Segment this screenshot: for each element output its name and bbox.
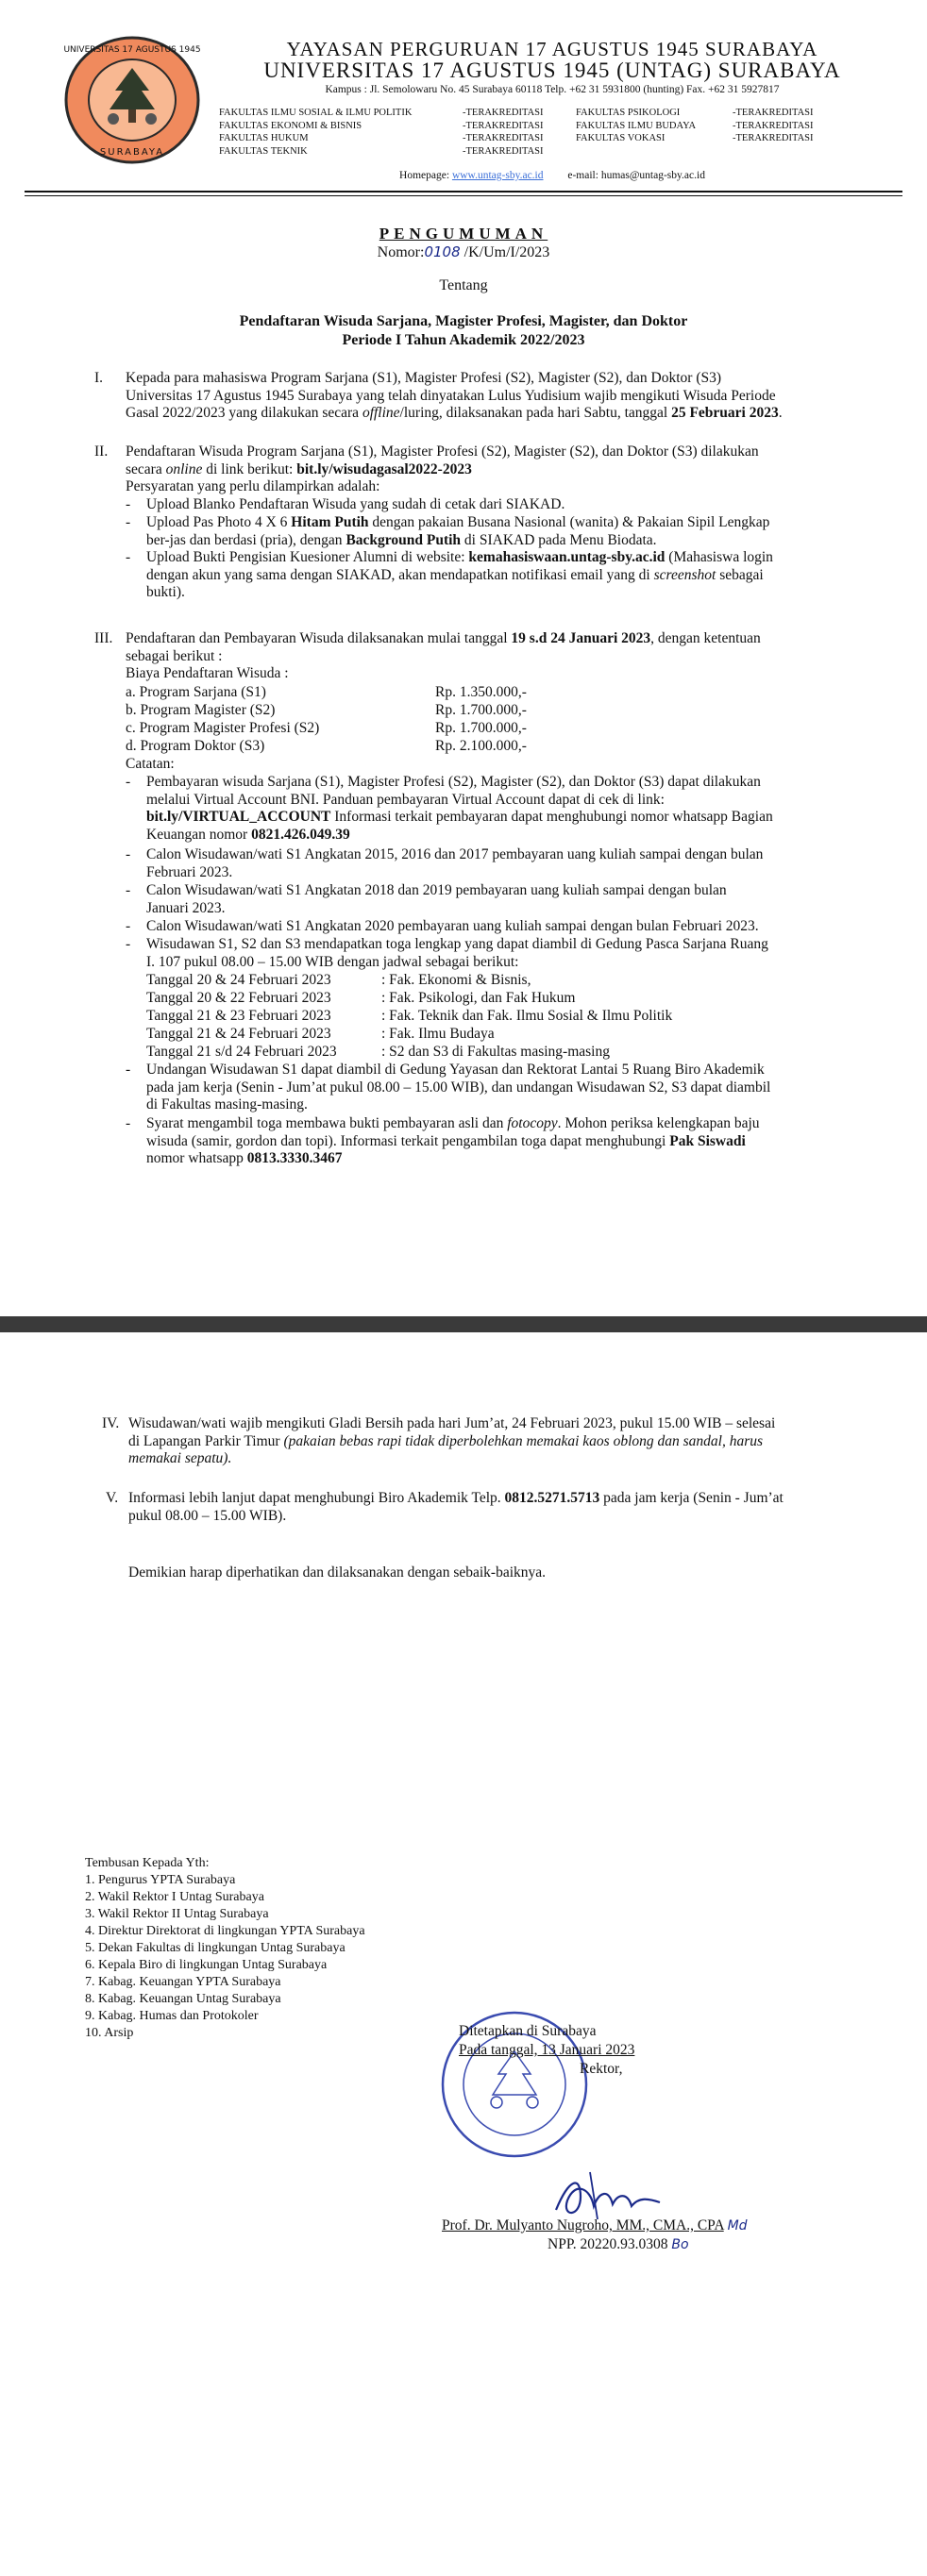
paraf-initial: Bo	[671, 2237, 689, 2252]
bullet-dash: -	[126, 936, 131, 952]
section-number: II.	[94, 443, 109, 460]
text-line: di Fakultas masing-masing.	[146, 1096, 308, 1112]
header-rule-thick	[25, 191, 902, 192]
schedule-desc: : Fak. Psikologi, dan Fak Hukum	[381, 990, 576, 1006]
requirement-2	[146, 514, 851, 549]
cc-item: 1. Pengurus YPTA Surabaya	[85, 1873, 236, 1887]
fee-label: d. Program Doktor (S3)	[126, 738, 265, 754]
announcement-subject-2: Periode I Tahun Akademik 2022/2023	[342, 332, 585, 348]
fee-label: b. Program Magister (S2)	[126, 702, 276, 718]
fee-label: c. Program Magister Profesi (S2)	[126, 720, 320, 736]
text-span: memakai sepatu).	[128, 1450, 232, 1466]
text-span: pada jam kerja (Senin - Jum’at	[599, 1490, 784, 1506]
text-span: 0813.3330.3467	[246, 1150, 343, 1166]
signature-npp-line	[548, 2236, 689, 2253]
section-number: V.	[106, 1490, 119, 1506]
announcement-about: Tentang	[439, 277, 488, 293]
bullet-dash: -	[126, 918, 131, 934]
email-text: e-mail: humas@untag-sby.ac.id	[567, 170, 705, 181]
logo-text-top: UNIVERSITAS 17 AGUSTUS 1945	[63, 45, 201, 55]
text-line: Universitas 17 Agustus 1945 Surabaya yang telah dinyatakan Lulus Yudisium wajib mengikuti Wisuda Periode	[126, 387, 776, 404]
signature-date: Pada tanggal, 13 Januari 2023	[459, 2042, 635, 2058]
faculty-status: -TERAKREDITASI	[733, 120, 814, 131]
faculty-list-right	[576, 107, 696, 145]
text-span: di Lapangan Parkir Timur	[128, 1432, 284, 1449]
faculty-list-left	[219, 107, 412, 158]
text-line: sebagai berikut :	[126, 647, 223, 664]
text-line	[146, 809, 851, 827]
bullet-dash: -	[126, 496, 131, 512]
requirement-1: Upload Blanko Pendaftaran Wisuda yang sudah di cetak dari SIAKAD.	[146, 496, 565, 512]
bullet-dash: -	[126, 514, 131, 530]
text-line	[128, 1450, 851, 1468]
text-span: screenshot	[653, 566, 716, 583]
faculty-status: -TERAKREDITASI	[733, 108, 814, 118]
announcement-number	[0, 243, 927, 261]
text-span: offline	[362, 405, 400, 421]
schedule-date: Tanggal 21 & 23 Februari 2023	[146, 1008, 331, 1024]
faculty-item: FAKULTAS PSIKOLOGI	[576, 108, 681, 118]
text-line: Calon Wisudawan/wati S1 Angkatan 2018 dan 2019 pembayaran uang kuliah sampai dengan bulan	[146, 882, 727, 898]
text-span: Pak Siswadi	[669, 1132, 746, 1149]
note-3	[146, 882, 851, 917]
text-span: di SIAKAD pada Menu Biodata.	[461, 531, 657, 548]
note-2	[146, 846, 851, 881]
cc-item: 3. Wakil Rektor II Untag Surabaya	[85, 1907, 269, 1921]
text-line: Biaya Pendaftaran Wisuda :	[126, 665, 289, 681]
cc-item: 8. Kabag. Keuangan Untag Surabaya	[85, 1992, 281, 2006]
section-4-text	[128, 1415, 851, 1468]
text-line: pukul 08.00 – 15.00 WIB).	[128, 1507, 287, 1524]
text-span: .	[778, 405, 783, 421]
faculty-item: FAKULTAS EKONOMI & BISNIS	[219, 120, 362, 131]
faculty-item: FAKULTAS HUKUM	[219, 133, 309, 143]
text-line	[146, 514, 851, 532]
text-line: Kepada para mahasiswa Program Sarjana (S1), Magister Profesi (S2), Magister (S2), dan Doktor (S3)	[126, 370, 722, 386]
text-line	[146, 1115, 851, 1133]
bullet-dash: -	[126, 774, 131, 790]
schedule-desc: : Fak. Ekonomi & Bisnis,	[381, 972, 531, 988]
virtual-account-link[interactable]: bit.ly/VIRTUAL_ACCOUNT	[146, 809, 331, 825]
text-line	[146, 567, 851, 585]
fee-amount: Rp. 1.700.000,-	[435, 702, 527, 718]
bullet-dash: -	[126, 846, 131, 862]
requirement-3	[146, 549, 851, 602]
note-5	[146, 936, 851, 971]
bullet-dash: -	[126, 549, 131, 565]
schedule-desc: : Fak. Ilmu Budaya	[381, 1026, 495, 1042]
cc-item: 2. Wakil Rektor I Untag Surabaya	[85, 1890, 264, 1904]
text-line: Wisudawan S1, S2 dan S3 mendapatkan toga lengkap yang dapat diambil di Gedung Pasca Sarjana Ruang	[146, 936, 768, 952]
section-number: IV.	[102, 1415, 120, 1431]
text-line	[146, 549, 851, 567]
closing-statement: Demikian harap diperhatikan dan dilaksanakan dengan sebaik-baiknya.	[128, 1564, 547, 1581]
bullet-dash: -	[126, 1115, 131, 1131]
section-5-text	[128, 1490, 851, 1525]
schedule-date: Tanggal 21 & 24 Februari 2023	[146, 1026, 331, 1042]
note-6	[146, 1062, 851, 1114]
note-4: Calon Wisudawan/wati S1 Angkatan 2020 pembayaran uang kuliah sampai dengan bulan Februari 2023.	[146, 918, 759, 934]
text-span: (Mahasiswa login	[665, 549, 773, 565]
text-line	[146, 1133, 851, 1151]
text-line: melalui Virtual Account BNI. Panduan pembayaran Virtual Account dapat di cek di link:	[146, 791, 665, 808]
number-handwritten: 0108	[424, 243, 461, 260]
text-span: secara	[126, 460, 166, 477]
cc-item: 5. Dekan Fakultas di lingkungan Untag Surabaya	[85, 1941, 346, 1955]
cc-item: 10. Arsip	[85, 2026, 134, 2040]
text-line: Calon Wisudawan/wati S1 Angkatan 2015, 2016 dan 2017 pembayaran uang kuliah sampai dengan bulan	[146, 846, 764, 862]
homepage-label: Homepage:	[399, 170, 450, 181]
page-separator	[0, 1316, 927, 1332]
schedule-date: Tanggal 20 & 24 Februari 2023	[146, 972, 331, 988]
signature-npp: NPP. 20220.93.0308	[548, 2236, 668, 2252]
text-line	[126, 461, 851, 479]
text-span: dengan pakaian Busana Nasional (wanita) & Pakaian Sipil Lengkap	[368, 514, 770, 530]
fee-amount: Rp. 2.100.000,-	[435, 738, 527, 754]
text-span: /luring, dilaksanakan pada hari Sabtu, tanggal	[399, 405, 672, 421]
text-line: Februari 2023.	[146, 863, 233, 880]
schedule-date: Tanggal 20 & 22 Februari 2023	[146, 990, 331, 1006]
cc-item: 4. Direktur Direktorat di lingkungan YPTA Surabaya	[85, 1924, 365, 1938]
registration-link[interactable]: bit.ly/wisudagasal2022-2023	[296, 460, 472, 477]
text-line: I. 107 pukul 08.00 – 15.00 WIB dengan jadwal sebagai berikut:	[146, 953, 519, 970]
faculty-status: -TERAKREDITASI	[463, 133, 544, 143]
section-2-text	[126, 443, 851, 496]
cc-title: Tembusan Kepada Yth:	[85, 1856, 210, 1870]
faculty-item: FAKULTAS TEKNIK	[219, 145, 308, 157]
text-span: Keuangan nomor	[146, 826, 252, 843]
bullet-dash: -	[126, 1062, 131, 1078]
text-span: nomor whatsapp	[146, 1150, 247, 1166]
text-span: Syarat mengambil toga membawa bukti pembayaran asli dan	[146, 1115, 508, 1131]
text-span: 0821.426.049.39	[251, 826, 350, 843]
university-logo	[62, 34, 202, 166]
text-span: fotocopy	[507, 1115, 558, 1131]
text-line	[146, 1150, 851, 1168]
rector-signature	[552, 2168, 666, 2223]
announcement-subject-1: Pendaftaran Wisuda Sarjana, Magister Profesi, Magister, dan Doktor	[239, 313, 688, 329]
text-span: sebagai	[716, 566, 764, 583]
text-span: 19 s.d 24 Januari 2023	[511, 630, 651, 646]
fee-label: a. Program Sarjana (S1)	[126, 684, 266, 700]
text-span: Informasi terkait pembayaran dapat menghubungi nomor whatsapp Bagian	[330, 809, 773, 825]
text-span: Gasal 2022/2023 yang dilakukan secara	[126, 405, 362, 421]
faculty-item: FAKULTAS ILMU BUDAYA	[576, 120, 697, 131]
alumni-website-link[interactable]: kemahasiswaan.untag-sby.ac.id	[468, 549, 666, 565]
section-number: III.	[94, 630, 113, 646]
text-line: Wisudawan/wati wajib mengikuti Gladi Bersih pada hari Jum’at, 24 Februari 2023, pukul 15.00 WIB – selesai	[128, 1415, 776, 1431]
text-span: Upload Pas Photo 4 X 6	[146, 514, 292, 530]
text-span: wisuda (samir, gordon dan topi). Informasi terkait pengambilan toga dapat menghubungi	[146, 1132, 670, 1149]
text-line	[128, 1433, 851, 1451]
number-prefix: Nomor:	[377, 244, 425, 260]
paraf-initial: Md	[727, 2218, 748, 2233]
section-3-text	[126, 630, 851, 683]
text-line	[126, 630, 851, 648]
homepage-link[interactable]: www.untag-sby.ac.id	[451, 170, 544, 181]
text-span: Upload Bukti Pengisian Kuesioner Alumni di website:	[146, 549, 469, 565]
text-span: , dengan ketentuan	[650, 630, 761, 646]
header-rule-thin	[25, 195, 902, 196]
faculty-status: -TERAKREDITASI	[463, 120, 544, 131]
text-span: (pakaian bebas rapi tidak diperbolehkan memakai kaos oblong dan sandal, harus	[283, 1432, 764, 1449]
logo-text-bottom: SURABAYA	[99, 147, 165, 158]
section-number: I.	[94, 370, 104, 386]
text-span: 0812.5271.5713	[504, 1490, 600, 1506]
number-suffix: /K/Um/I/2023	[464, 244, 550, 260]
text-line: Undangan Wisudawan S1 dapat diambil di Gedung Yayasan dan Rektorat Lantai 5 Ruang Biro Akademik	[146, 1062, 765, 1078]
faculty-item: FAKULTAS ILMU SOSIAL & ILMU POLITIK	[219, 108, 413, 118]
foundation-name: YAYASAN PERGURUAN 17 AGUSTUS 1945 SURABAYA	[286, 38, 818, 60]
text-span: Pendaftaran dan Pembayaran Wisuda dilaksanakan mulai tanggal	[126, 630, 512, 646]
text-line	[128, 1490, 851, 1508]
contact-line	[217, 170, 887, 181]
faculty-status: -TERAKREDITASI	[463, 145, 544, 157]
text-line	[146, 827, 851, 845]
signature-name: Prof. Dr. Mulyanto Nugroho, MM., CMA., CPA	[442, 2217, 724, 2233]
faculty-status: -TERAKREDITASI	[463, 108, 544, 118]
text-span: Hitam Putih	[291, 514, 369, 530]
text-line: Persyaratan yang perlu dilampirkan adalah:	[126, 478, 380, 494]
text-line: bukti).	[146, 584, 185, 600]
fee-amount: Rp. 1.700.000,-	[435, 720, 527, 736]
text-span: di link berikut:	[202, 460, 297, 477]
text-span: dengan akun yang sama dengan SIAKAD, akan mendapatkan notifikasi email yang di	[146, 566, 654, 583]
signature-place: Ditetapkan di Surabaya	[459, 2023, 597, 2039]
announcement-title: PENGUMUMAN	[379, 225, 548, 243]
faculty-item: FAKULTAS VOKASI	[576, 133, 666, 143]
bullet-dash: -	[126, 882, 131, 898]
schedule-desc: : S2 dan S3 di Fakultas masing-masing	[381, 1044, 610, 1060]
text-line: Pembayaran wisuda Sarjana (S1), Magister Profesi (S2), Magister (S2), dan Doktor (S3) dapat dilakukan	[146, 774, 761, 790]
schedule-date: Tanggal 21 s/d 24 Februari 2023	[146, 1044, 337, 1060]
text-span: online	[165, 460, 203, 477]
fee-amount: Rp. 1.350.000,-	[435, 684, 527, 700]
schedule-desc: : Fak. Teknik dan Fak. Ilmu Sosial & Ilmu Politik	[381, 1008, 673, 1024]
faculty-status-left	[463, 107, 543, 158]
note-7	[146, 1115, 851, 1168]
text-line: Pendaftaran Wisuda Program Sarjana (S1), Magister Profesi (S2), Magister (S2), dan Doktor (S3) dilakukan	[126, 443, 759, 460]
faculty-status-right	[733, 107, 813, 145]
signature-role: Rektor,	[580, 2061, 623, 2077]
cc-item: 9. Kabag. Humas dan Protokoler	[85, 2009, 259, 2023]
cc-item: 6. Kepala Biro di lingkungan Untag Surabaya	[85, 1958, 328, 1972]
campus-address: Kampus : Jl. Semolowaru No. 45 Surabaya 60118 Telp. +62 31 5931800 (hunting) Fax. +62 31 5927817	[325, 84, 780, 95]
faculty-status: -TERAKREDITASI	[733, 133, 814, 143]
signature-name-line	[442, 2217, 748, 2234]
university-name: UNIVERSITAS 17 AGUSTUS 1945 (UNTAG) SURABAYA	[263, 59, 841, 82]
text-line	[126, 405, 851, 423]
text-span: . Mohon periksa kelengkapan baju	[557, 1115, 760, 1131]
text-span: ber-jas dan berdasi (pria), dengan	[146, 531, 346, 548]
text-span: 25 Februari 2023	[671, 405, 779, 421]
section-1-text	[126, 370, 851, 423]
text-line: Januari 2023.	[146, 899, 226, 916]
text-line: pada jam kerja (Senin - Jum’at pukul 08.00 – 15.00 WIB), dan undangan Wisudawan S2, S3 dapat diambil	[146, 1079, 771, 1096]
text-span: Informasi lebih lanjut dapat menghubungi Biro Akademik Telp.	[128, 1490, 505, 1506]
notes-label: Catatan:	[126, 756, 175, 772]
text-line	[146, 532, 851, 550]
note-1	[146, 774, 851, 844]
text-span: Background Putih	[346, 531, 462, 548]
cc-item: 7. Kabag. Keuangan YPTA Surabaya	[85, 1975, 281, 1989]
